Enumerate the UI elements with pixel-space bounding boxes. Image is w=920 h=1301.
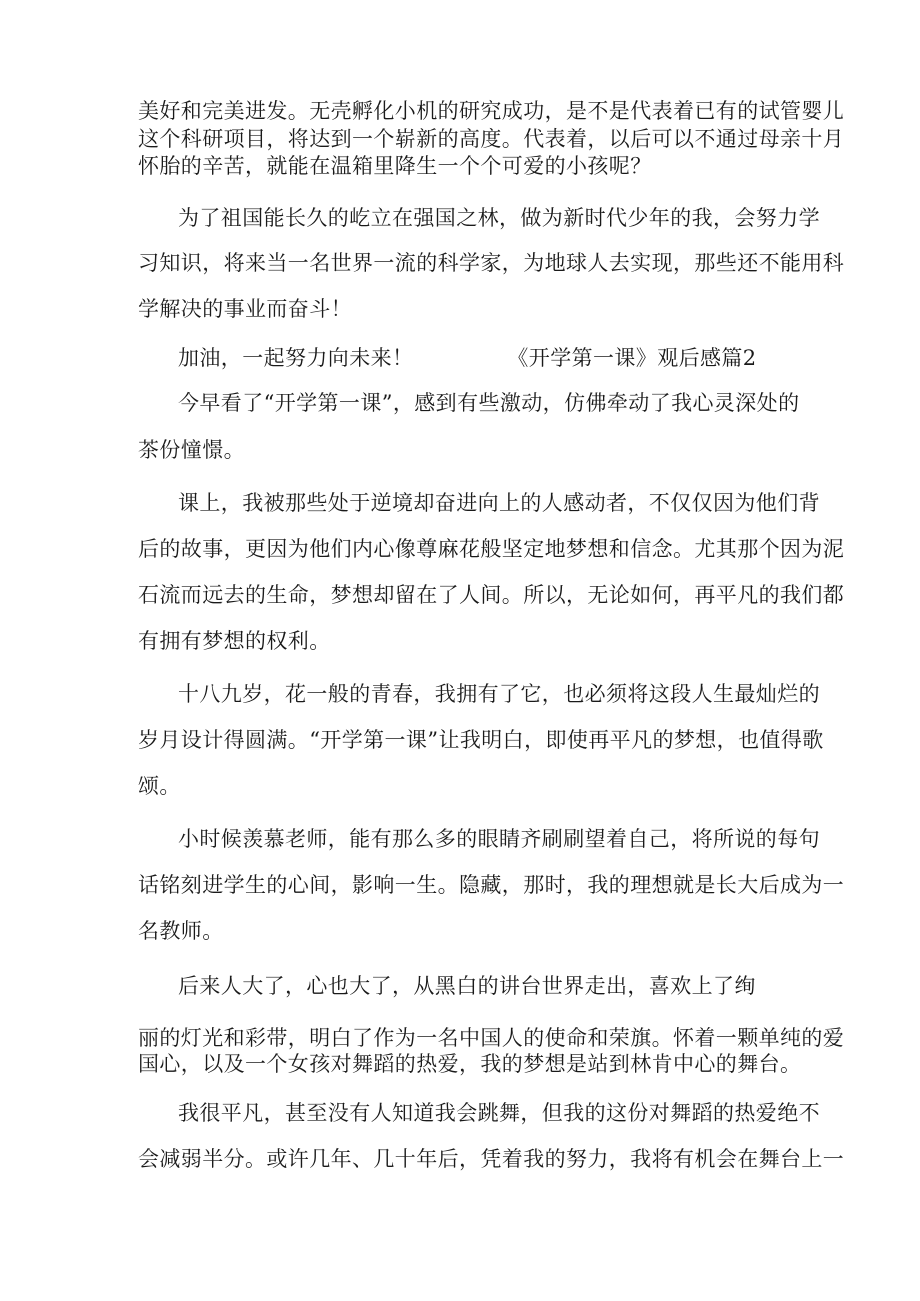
text-line: 十八九岁，花一般的青春，我拥有了它，也必须将这段人生最灿烂的 — [178, 682, 820, 706]
text-line: 话铭刻进学生的心间，影响一生。隐藏，那时，我的理想就是长大后成为一 — [138, 873, 845, 897]
text-line: 丽的灯光和彩带，明白了作为一名中国人的使命和荣旗。怀着一颗单纯的爱 — [138, 1026, 845, 1050]
text-line: 我很平凡，甚至没有人知道我会跳舞，但我的这份对舞蹈的热爱绝不 — [178, 1101, 820, 1125]
text-line — [178, 345, 757, 371]
text-line: 习知识，将来当一名世界一流的科学家，为地球人去实现，那些还不能用科 — [138, 251, 845, 275]
closing-sentence: 加油，一起努力向未来！ — [178, 346, 414, 370]
text-line: 岁月设计得圆满。“开学第一课”让我明白，即使再平凡的梦想，也值得歌 — [138, 728, 824, 752]
text-line: 会减弱半分。或许几年、几十年后，凭着我的努力，我将有机会在舞台上一 — [138, 1147, 845, 1171]
text-line: 茶份憧憬。 — [138, 438, 245, 462]
text-line: 石流而远去的生命，梦想却留在了人间。所以，无论如何，再平凡的我们都 — [138, 583, 845, 607]
text-line: 怀胎的辛苦，就能在温箱里降生一个个可爱的小孩呢？ — [138, 154, 652, 178]
section-heading: 《开学第一课》观后感篇2 — [507, 346, 757, 370]
text-line: 课上，我被那些处于逆境却奋进向上的人感动者，不仅仅因为他们背 — [178, 491, 820, 515]
text-line: 为了祖国能长久的屹立在强国之林，做为新时代少年的我，会努力学 — [178, 206, 820, 230]
text-line: 学解决的事业而奋斗！ — [138, 297, 352, 321]
text-line: 有拥有梦想的权利。 — [138, 629, 331, 653]
text-line: 美好和完美进发。无壳孵化小机的研究成功，是不是代表着已有的试管婴儿 — [138, 99, 845, 123]
text-line: 国心，以及一个女孩对舞蹈的热爱，我的梦想是站到林肯中心的舞台。 — [138, 1052, 802, 1076]
text-line: 今早看了“开学第一课”，感到有些激动，仿佛牵动了我心灵深处的 — [178, 391, 800, 415]
text-line: 后来人大了，心也大了，从黑白的讲台世界走出，喜欢上了绚 — [178, 974, 756, 998]
text-line: 名教师。 — [138, 919, 224, 943]
text-line: 小时候羡慕老师，能有那么多的眼睛齐刷刷望着自己，将所说的每句 — [178, 827, 820, 851]
text-line: 颂。 — [138, 774, 181, 798]
text-line: 这个科研项目，将达到一个崭新的高度。代表着，以后可以不通过母亲十月 — [138, 127, 845, 151]
text-line: 后的故事，更因为他们内心像尊麻花般坚定地梦想和信念。尤其那个因为泥 — [138, 537, 845, 561]
